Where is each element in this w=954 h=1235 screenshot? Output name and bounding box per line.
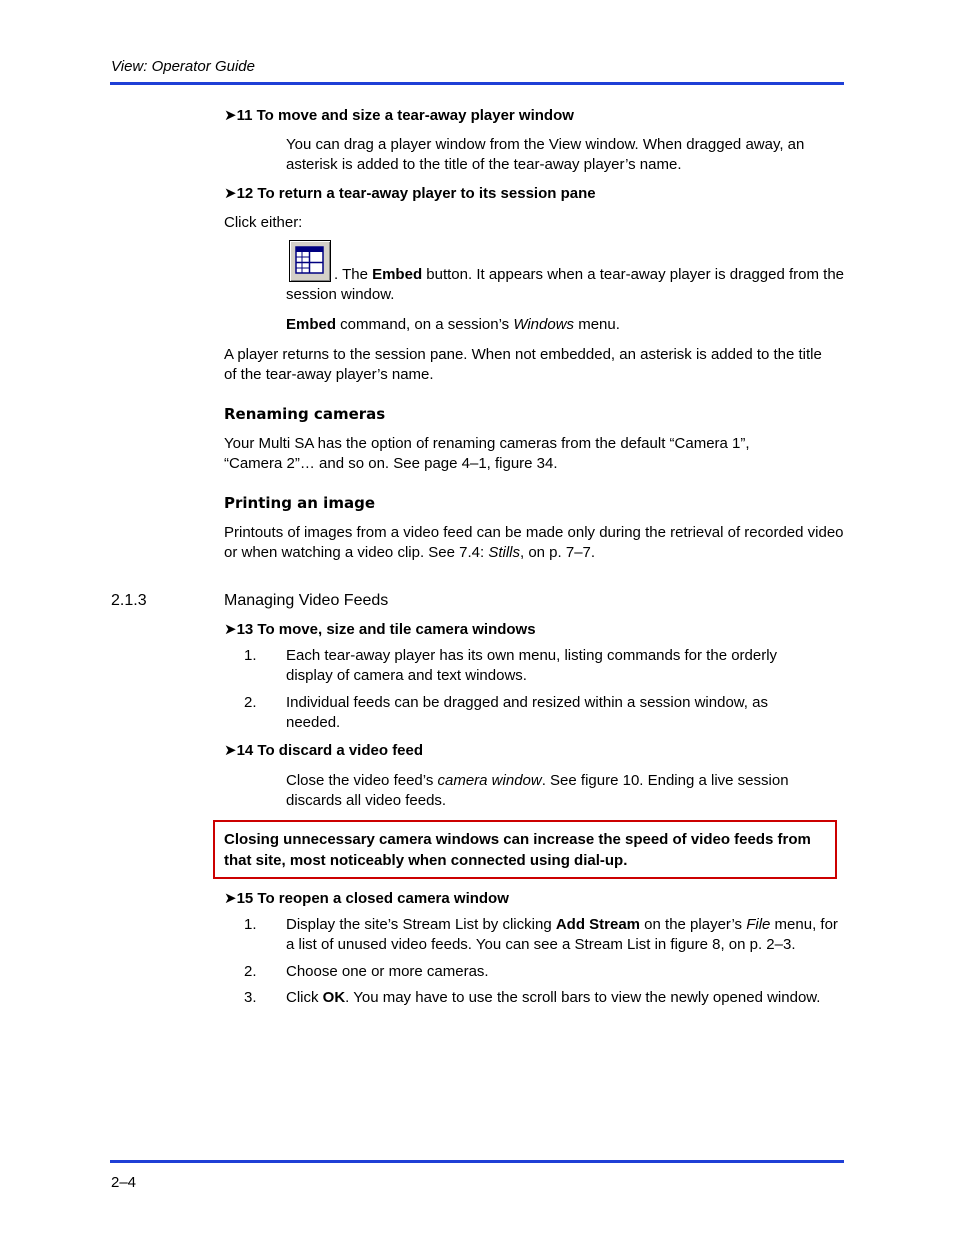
procedure-11-text: You can drag a player window from the View window. When dragged away, an asterisk is added to the title of the tear-away player’s name. <box>286 136 805 173</box>
section-title: Managing Video Feeds <box>224 592 389 609</box>
printing-image-heading: Printing an image <box>224 494 375 512</box>
list-item: Display the site’s Stream List by clicking Add Stream on the player’s File menu, for a list of unused video feeds. You can see a Stream List in figure 8, on p. 2–3. <box>286 916 838 953</box>
list-item: Each tear-away player has its own menu, listing commands for the orderly display of camera and text windows. <box>286 647 778 684</box>
procedure-12-option-2: Embed command, on a session’s Windows menu. <box>286 316 620 333</box>
footer-rule <box>110 1160 844 1163</box>
procedure-12-result: A player returns to the session pane. When not embedded, an asterisk is added to the title of the tear-away player’s name. <box>224 346 822 383</box>
note-text: Closing unnecessary camera windows can increase the speed of video feeds from that site, most noticeably when connected using dial-up. <box>224 831 811 869</box>
procedure-marker-icon: ➤ <box>224 621 237 638</box>
page-number: 2–4 <box>111 1174 137 1191</box>
procedure-marker-icon: ➤ <box>224 107 237 124</box>
procedure-12-heading: ➤12 To return a tear-away player to its session pane <box>224 185 596 202</box>
procedure-14-text: Close the video feed’s camera window. See figure 10. Ending a live session discards all video feeds. <box>286 772 789 809</box>
list-item: Click OK. You may have to use the scroll bars to view the newly opened window. <box>286 989 821 1006</box>
procedure-11-heading: ➤11 To move and size a tear-away player window <box>224 107 574 124</box>
procedure-marker-icon: ➤ <box>224 890 237 907</box>
header-rule <box>110 82 844 85</box>
procedure-12-option-1: . The Embed button. It appears when a tear-away player is dragged from the session window. <box>286 266 845 303</box>
procedure-13-heading: ➤13 To move, size and tile camera windows <box>224 621 536 638</box>
procedure-15-heading: ➤15 To reopen a closed camera window <box>224 890 509 907</box>
list-item-number: 1. <box>244 916 257 933</box>
list-item: Individual feeds can be dragged and resized within a session window, as needed. <box>286 694 768 731</box>
list-item-number: 2. <box>244 694 257 711</box>
renaming-cameras-text: Your Multi SA has the option of renaming cameras from the default “Camera 1”, “Camera 2”… and so on. See page 4–1, figure 34. <box>224 435 750 472</box>
list-item-number: 2. <box>244 963 257 980</box>
running-header: View: Operator Guide <box>111 58 255 75</box>
list-item: Choose one or more cameras. <box>286 963 489 980</box>
procedure-12-intro: Click either: <box>224 214 303 231</box>
list-item-number: 3. <box>244 989 257 1006</box>
procedure-marker-icon: ➤ <box>224 742 237 759</box>
procedure-14-heading: ➤14 To discard a video feed <box>224 742 424 759</box>
list-item-number: 1. <box>244 647 257 664</box>
renaming-cameras-heading: Renaming cameras <box>224 405 386 423</box>
printing-image-text: Printouts of images from a video feed can be made only during the retrieval of recorded video or when watching a video clip. See 7.4: Stills, on p. 7–7. <box>224 524 844 561</box>
section-number: 2.1.3 <box>111 592 147 609</box>
procedure-marker-icon: ➤ <box>224 185 237 202</box>
